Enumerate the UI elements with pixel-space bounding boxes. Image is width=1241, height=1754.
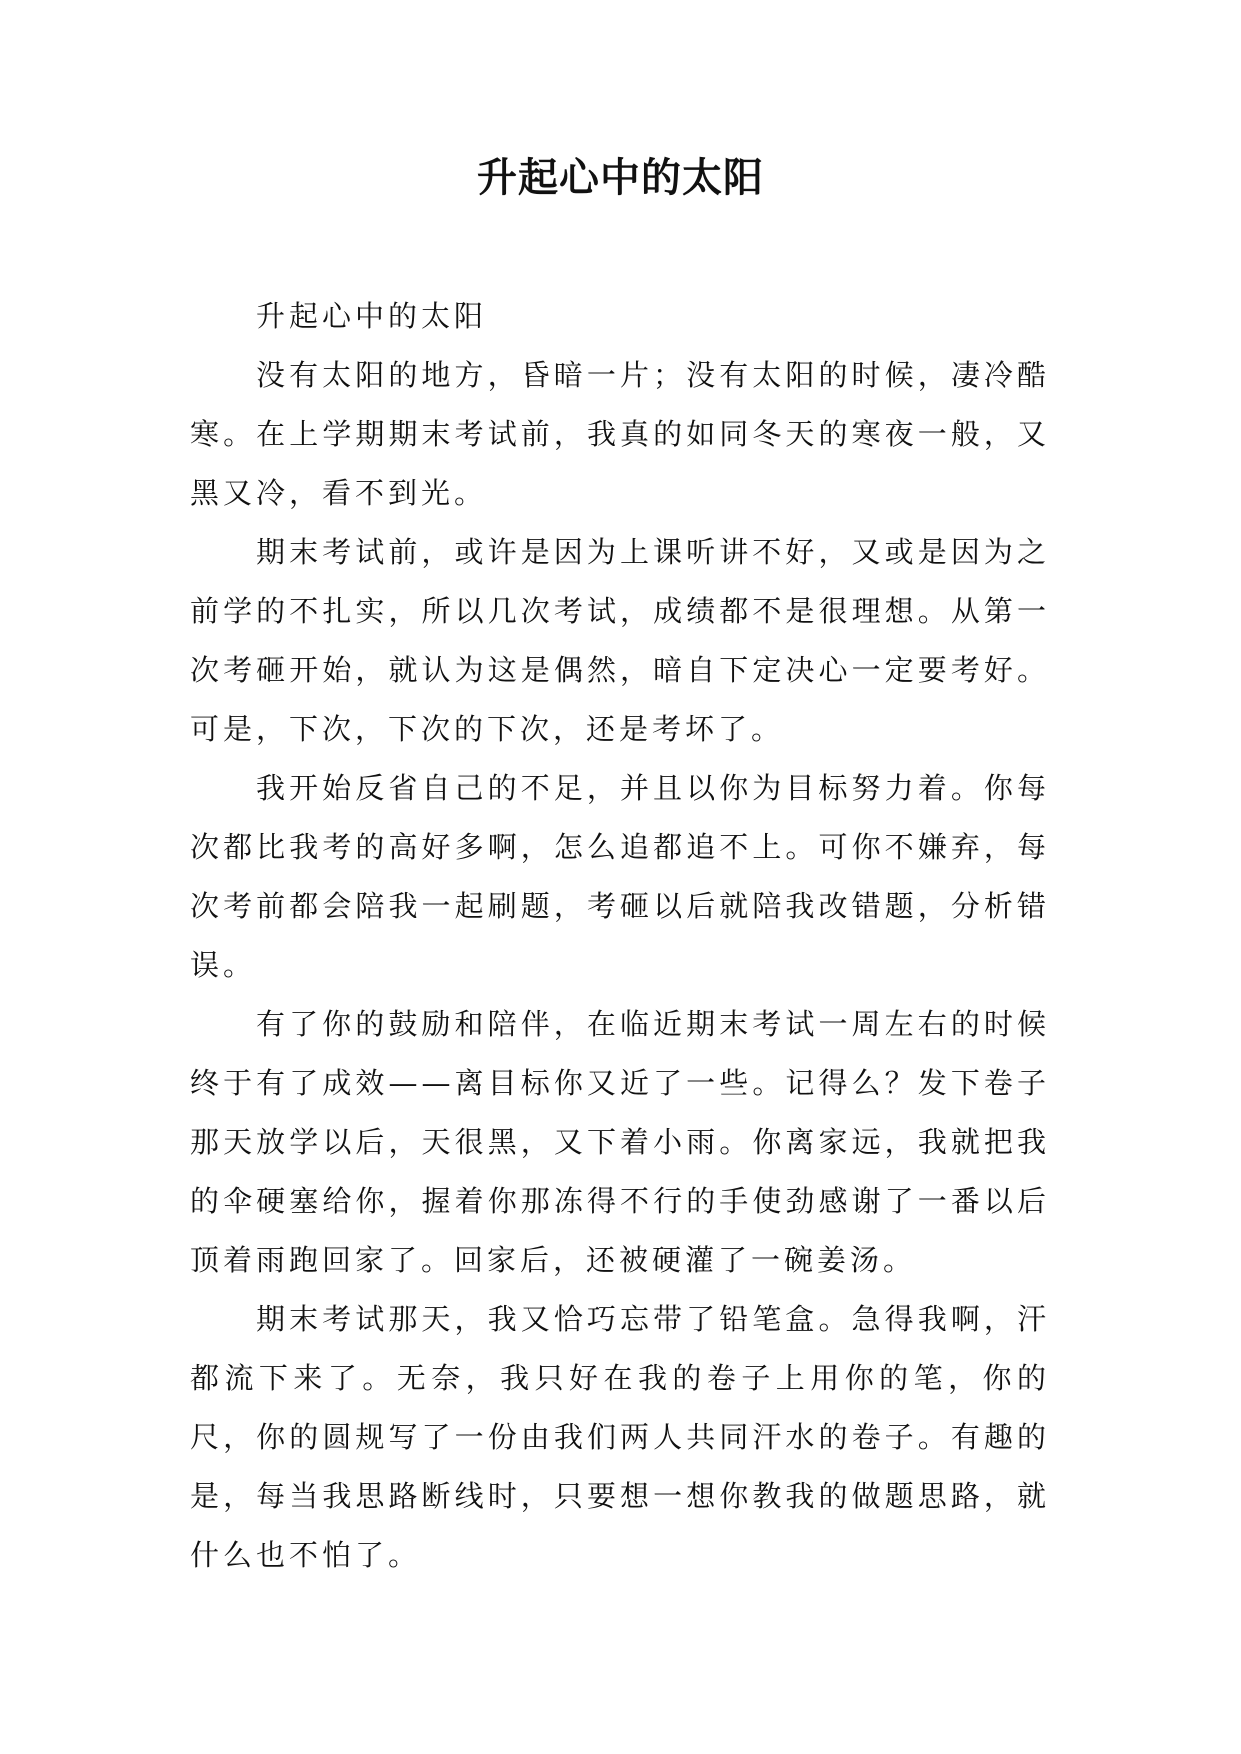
paragraph: 升起心中的太阳 [256, 299, 488, 333]
paragraph: 期末考试前，或许是因为上课听讲不好，又或是因为之前学的不扎实，所以几次考试，成绩都不是很理想。从第一次考砸开始，就认为这是偶然，暗自下定决心一定要考好。可是，下次，下次的下次，还是考坏了。 [190, 535, 1050, 746]
paragraph: 我开始反省自己的不足，并且以你为目标努力着。你每次都比我考的高好多啊，怎么追都追不上。可你不嫌弃，每次考前都会陪我一起刷题，考砸以后就陪我改错题，分析错误。 [190, 771, 1050, 982]
paragraph: 有了你的鼓励和陪伴，在临近期末考试一周左右的时候终于有了成效——离目标你又近了一些。记得么？发下卷子那天放学以后，天很黑，又下着小雨。你离家远，我就把我的伞硬塞给你，握着你那冻得不行的手使劲感谢了一番以后顶着雨跑回家了。回家后，还被硬灌了一碗姜汤。 [190, 1007, 1050, 1277]
document-title: 升起心中的太阳 [477, 155, 764, 201]
document-body [190, 287, 1050, 1585]
paragraph: 期末考试那天，我又恰巧忘带了铅笔盒。急得我啊，汗都流下来了。无奈，我只好在我的卷子上用你的笔，你的尺，你的圆规写了一份由我们两人共同汗水的卷子。有趣的是，每当我思路断线时，只要想一想你教我的做题思路，就什么也不怕了。 [190, 1302, 1050, 1572]
paragraph: 没有太阳的地方，昏暗一片；没有太阳的时候，凄冷酷寒。在上学期期末考试前，我真的如同冬天的寒夜一般，又黑又冷，看不到光。 [190, 358, 1050, 510]
